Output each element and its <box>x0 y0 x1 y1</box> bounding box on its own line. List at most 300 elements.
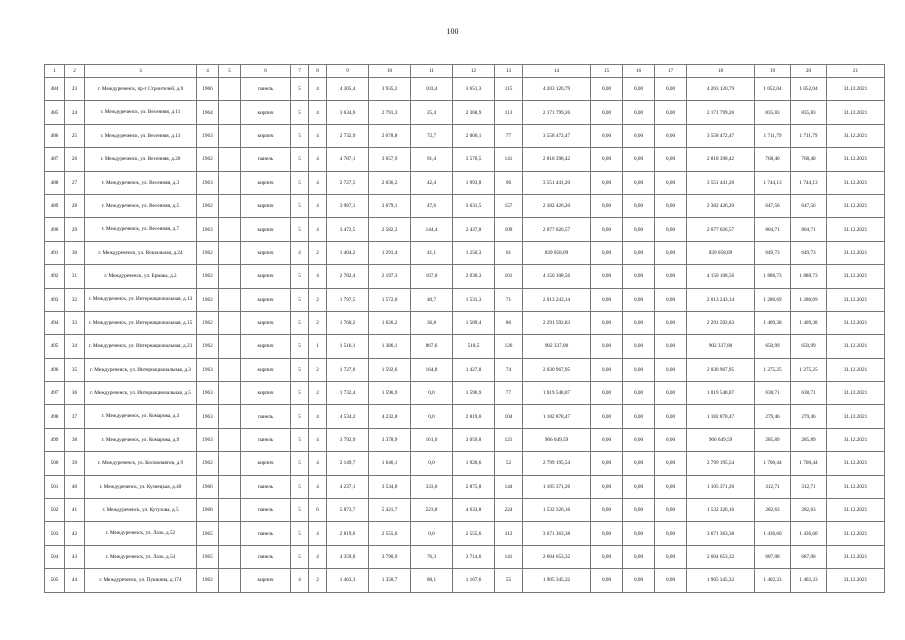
table-cell: 649,73 <box>755 241 791 264</box>
table-cell: 2 799 195,54 <box>687 452 755 475</box>
table-row <box>45 265 885 288</box>
table-cell: 4 <box>291 569 309 592</box>
table-cell: 4 305,4 <box>327 78 369 101</box>
table-cell: 34 <box>65 335 85 358</box>
table-row <box>45 569 885 592</box>
table-cell: 2 819,6 <box>327 522 369 545</box>
table-cell: 1 905 345,32 <box>687 569 755 592</box>
table-cell: 2 013 243,14 <box>523 288 591 311</box>
table-cell: 0,00 <box>655 452 687 475</box>
table-cell: 835,83 <box>755 101 791 124</box>
table-cell <box>219 522 241 545</box>
table-row <box>45 452 885 475</box>
table-cell: 1 700,44 <box>791 452 827 475</box>
table-cell: 1 019 548,07 <box>687 382 755 405</box>
table-row <box>45 194 885 217</box>
table-cell: 1 275,25 <box>755 358 791 381</box>
table-cell: 161,0 <box>411 428 453 451</box>
address-cell: г. Междуреченск, ул. Пушкина, д.174 <box>85 569 197 592</box>
column-number-2: 2 <box>65 65 85 78</box>
table-cell: 31.12.2021 <box>827 358 885 381</box>
table-cell: кирпич <box>241 101 291 124</box>
table-cell: 3 671 363,38 <box>687 522 755 545</box>
table-cell: 1 463,3 <box>327 569 369 592</box>
table-row <box>45 148 885 171</box>
table-cell <box>219 288 241 311</box>
table-cell: 31.12.2021 <box>827 124 885 147</box>
table-cell: 101 <box>495 265 523 288</box>
table-cell: 4 359,0 <box>327 545 369 568</box>
table-cell: 31.12.2021 <box>827 382 885 405</box>
table-cell: 23 <box>65 78 85 101</box>
table-cell: кирпич <box>241 335 291 358</box>
address-cell: г. Междуреченск, ул. Весенняя, д.11 <box>85 101 197 124</box>
column-number-5: 5 <box>219 65 241 78</box>
table-cell: 0,00 <box>623 311 655 334</box>
column-number-12: 12 <box>453 65 495 78</box>
table-cell: 157 <box>495 194 523 217</box>
table-cell: 1 572,0 <box>369 288 411 311</box>
table-row <box>45 358 885 381</box>
address-cell: г. Междуреченск, ул. Весенняя, д.7 <box>85 218 197 241</box>
table-cell: 144,4 <box>411 218 453 241</box>
table-cell: 38 <box>65 428 85 451</box>
table-cell: 1962 <box>197 265 219 288</box>
table-cell: 312,71 <box>791 475 827 498</box>
table-cell: кирпич <box>241 171 291 194</box>
table-cell <box>219 382 241 405</box>
column-number-11: 11 <box>411 65 453 78</box>
table-cell: 0,00 <box>655 171 687 194</box>
table-cell: 3 790,9 <box>369 545 411 568</box>
table-cell: 0,00 <box>591 545 623 568</box>
table-cell: 3 671 363,38 <box>523 522 591 545</box>
table-cell: 503 <box>45 522 65 545</box>
table-cell: 5 <box>291 194 309 217</box>
table-cell: 29 <box>65 218 85 241</box>
table-cell: 27 <box>65 171 85 194</box>
table-cell: 113 <box>495 101 523 124</box>
table-cell: 0,00 <box>623 499 655 522</box>
table-row <box>45 78 885 101</box>
table-cell <box>219 405 241 428</box>
table-cell: 3 576,5 <box>453 148 495 171</box>
table-cell: 4 232,8 <box>369 405 411 428</box>
table-cell: 3 472,5 <box>327 218 369 241</box>
table-cell: 1 516,1 <box>327 335 369 358</box>
table-cell: 0,00 <box>591 452 623 475</box>
table-cell: 3 714,6 <box>453 545 495 568</box>
table-cell: 5 <box>291 311 309 334</box>
table-cell: 41,1 <box>411 241 453 264</box>
table-cell: 0,00 <box>623 101 655 124</box>
table-cell: 647,56 <box>791 194 827 217</box>
table-cell: 687,08 <box>755 545 791 568</box>
table-cell: 1966 <box>197 499 219 522</box>
table-cell: 505 <box>45 569 65 592</box>
table-cell: 1963 <box>197 382 219 405</box>
table-cell <box>219 265 241 288</box>
table-cell: 3 935,2 <box>369 78 411 101</box>
table-cell: 487 <box>45 148 65 171</box>
table-cell: 285,89 <box>791 428 827 451</box>
table-cell: 1 409,38 <box>755 311 791 334</box>
table-cell: 42,4 <box>411 171 453 194</box>
table-cell: 1964 <box>197 101 219 124</box>
table-cell: 285,89 <box>755 428 791 451</box>
table-cell: 2 <box>309 288 327 311</box>
address-cell: г. Междуреченск, ул. Интернациональная, д.13 <box>85 288 197 311</box>
table-cell: 638,71 <box>791 382 827 405</box>
column-number-15: 15 <box>591 65 623 78</box>
table-cell: 4 <box>309 218 327 241</box>
table-cell: 5 <box>291 475 309 498</box>
table-cell: 0,00 <box>655 241 687 264</box>
table-cell: 2 006,1 <box>453 124 495 147</box>
column-number-3: 3 <box>85 65 197 78</box>
table-cell: 31.12.2021 <box>827 148 885 171</box>
table-cell <box>219 148 241 171</box>
table-cell: 0,00 <box>623 358 655 381</box>
table-cell: 2 291 592,83 <box>523 311 591 334</box>
column-number-14: 14 <box>523 65 591 78</box>
table-cell: 1963 <box>197 428 219 451</box>
table-cell: 1 291,4 <box>369 241 411 264</box>
table-cell: 1 797,5 <box>327 288 369 311</box>
table-cell: 1 052,04 <box>755 78 791 101</box>
table-row <box>45 171 885 194</box>
table-cell: 1962 <box>197 335 219 358</box>
table-cell: 2 149,7 <box>327 452 369 475</box>
table-row <box>45 218 885 241</box>
table-cell: 2 437,8 <box>453 218 495 241</box>
table-cell: 1 358,7 <box>369 569 411 592</box>
table-cell: 1 250,3 <box>453 241 495 264</box>
table-cell: 4 <box>309 545 327 568</box>
table-cell: 1 275,25 <box>791 358 827 381</box>
table-cell: 41 <box>65 499 85 522</box>
table-cell: 0,00 <box>655 358 687 381</box>
table-row <box>45 405 885 428</box>
table-cell: 0,00 <box>623 475 655 498</box>
table-cell: 43 <box>65 545 85 568</box>
table-cell: 31.12.2021 <box>827 522 885 545</box>
table-cell: 4 203 120,79 <box>687 78 755 101</box>
table-cell: 5 421,7 <box>369 499 411 522</box>
table-cell: 0,00 <box>591 335 623 358</box>
table-cell: 1965 <box>197 545 219 568</box>
table-cell: панель <box>241 522 291 545</box>
table-cell: кирпич <box>241 218 291 241</box>
table-cell <box>219 358 241 381</box>
table-cell: 5 <box>291 101 309 124</box>
table-cell: 5 <box>291 428 309 451</box>
table-cell: 0,00 <box>623 241 655 264</box>
table-cell: кирпич <box>241 194 291 217</box>
table-cell: 0,0 <box>411 522 453 545</box>
table-cell: 40 <box>65 475 85 498</box>
table-cell: 96 <box>495 171 523 194</box>
table-cell: 2 582,2 <box>369 218 411 241</box>
table-cell: 4 150 108,56 <box>687 265 755 288</box>
table-cell: 839 058,09 <box>523 241 591 264</box>
table-cell: 687,08 <box>791 545 827 568</box>
table-cell: 36 <box>65 382 85 405</box>
table-cell: 52 <box>495 452 523 475</box>
table-cell: 2 078,8 <box>369 124 411 147</box>
table-cell: 3 634,6 <box>327 101 369 124</box>
table-cell: 4 <box>309 194 327 217</box>
table-cell: 0,00 <box>623 569 655 592</box>
column-number-21: 21 <box>827 65 885 78</box>
table-row <box>45 335 885 358</box>
address-cell: г. Междуреченск, ул. Интернациональная, д.15 <box>85 311 197 334</box>
table-cell: 91,4 <box>411 148 453 171</box>
table-cell: 0,00 <box>655 428 687 451</box>
table-cell: 493 <box>45 288 65 311</box>
table-cell: 31.12.2021 <box>827 428 885 451</box>
address-cell: г. Междуреченск, ул. Весенняя, д.5 <box>85 194 197 217</box>
table-cell: 103,4 <box>411 78 453 101</box>
table-cell: 0,00 <box>623 405 655 428</box>
table-cell: 33 <box>65 311 85 334</box>
address-cell: г. Междуреченск, ул. Ермака, д.2 <box>85 265 197 288</box>
table-cell <box>219 311 241 334</box>
table-cell: 2 <box>309 311 327 334</box>
table-cell: 0,00 <box>623 452 655 475</box>
table-cell: 839 058,09 <box>687 241 755 264</box>
table-cell: 4 534,2 <box>327 405 369 428</box>
table-cell <box>219 499 241 522</box>
column-number-row <box>45 65 885 78</box>
table-cell: 115 <box>495 78 523 101</box>
table-row <box>45 428 885 451</box>
column-number-4: 4 <box>197 65 219 78</box>
table-cell <box>219 171 241 194</box>
table-cell: 0,00 <box>623 335 655 358</box>
table-cell: 2 604 653,32 <box>687 545 755 568</box>
table-cell: 141 <box>495 545 523 568</box>
table-cell: 31.12.2021 <box>827 311 885 334</box>
table-cell: 5 <box>291 335 309 358</box>
column-number-17: 17 <box>655 65 687 78</box>
table-row <box>45 545 885 568</box>
table-cell: 31.12.2021 <box>827 265 885 288</box>
table-cell <box>219 545 241 568</box>
table-cell: 2 819,0 <box>453 405 495 428</box>
table-cell: 2 727,5 <box>327 171 369 194</box>
table-cell: 223,8 <box>411 499 453 522</box>
table-cell: 768,40 <box>791 148 827 171</box>
table-cell: 835,83 <box>791 101 827 124</box>
table-cell: 1 182 878,47 <box>523 405 591 428</box>
table-cell: 1 888,73 <box>755 265 791 288</box>
table-cell: 638,71 <box>755 382 791 405</box>
table-cell: 902 337,00 <box>687 335 755 358</box>
table-cell: 5 <box>291 358 309 381</box>
table-cell: 496 <box>45 358 65 381</box>
table-cell: 2 030 967,95 <box>523 358 591 381</box>
table-cell: 5 <box>291 452 309 475</box>
table-cell: 77 <box>495 382 523 405</box>
table-cell: 44 <box>65 569 85 592</box>
table-cell: 489 <box>45 194 65 217</box>
table-cell: панель <box>241 78 291 101</box>
address-cell: г. Междуреченск, ул. Комарова, д.3 <box>85 405 197 428</box>
table-row <box>45 101 885 124</box>
table-cell: 3 558 472,47 <box>523 124 591 147</box>
table-cell: 0,00 <box>655 499 687 522</box>
table-cell: 36,8 <box>411 311 453 334</box>
table-cell: 0,00 <box>623 545 655 568</box>
table-row <box>45 499 885 522</box>
column-number-1: 1 <box>45 65 65 78</box>
table-cell: 1 531,3 <box>453 288 495 311</box>
table-cell: 3 987,1 <box>327 194 369 217</box>
table-cell: 2 171 799,26 <box>523 101 591 124</box>
table-cell: 0,00 <box>591 522 623 545</box>
table-cell: 4 <box>309 475 327 498</box>
table-cell: 1 760,2 <box>327 311 369 334</box>
table-cell <box>219 241 241 264</box>
table-cell: кирпич <box>241 241 291 264</box>
table-cell: панель <box>241 499 291 522</box>
table-cell: 2 368,9 <box>453 101 495 124</box>
table-cell: 1 626,2 <box>369 311 411 334</box>
table-cell: 1965 <box>197 522 219 545</box>
table-cell: 0,00 <box>591 288 623 311</box>
table-cell: 0,00 <box>655 124 687 147</box>
column-number-19: 19 <box>755 65 791 78</box>
table-cell: 1 646,1 <box>369 452 411 475</box>
table-cell: 497 <box>45 382 65 405</box>
table-cell: 4 <box>309 265 327 288</box>
table-cell: 31.12.2021 <box>827 288 885 311</box>
table-cell: 1 905 345,32 <box>523 569 591 592</box>
table-cell: 72,7 <box>411 124 453 147</box>
table-cell: 4 <box>309 522 327 545</box>
table-cell: 1 280,69 <box>791 288 827 311</box>
table-cell: 71 <box>495 288 523 311</box>
table-row <box>45 241 885 264</box>
table-cell: 26 <box>65 148 85 171</box>
table-cell: 490 <box>45 218 65 241</box>
table-cell: 0,00 <box>655 545 687 568</box>
table-cell: 121 <box>495 428 523 451</box>
table-cell: 5 <box>291 545 309 568</box>
table-cell: 0,00 <box>655 569 687 592</box>
table-cell: 0,00 <box>655 265 687 288</box>
table-cell: 3 792,9 <box>327 428 369 451</box>
table-cell: 5 <box>291 382 309 405</box>
table-cell: 1 182 878,47 <box>687 405 755 428</box>
table-cell: 0,00 <box>655 311 687 334</box>
table-cell: 495 <box>45 335 65 358</box>
table-cell: 1 920,6 <box>453 452 495 475</box>
address-cell: г. Междуреченск, пр-т Строителей, д.9 <box>85 78 197 101</box>
table-cell: 4 <box>309 428 327 451</box>
table-cell: 6 <box>309 499 327 522</box>
table-cell: 647,56 <box>755 194 791 217</box>
table-cell: 4 787,1 <box>327 148 369 171</box>
table-cell <box>219 124 241 147</box>
address-cell: г. Междуреченск, ул. Вокзальная, д.24 <box>85 241 197 264</box>
table-cell: 61 <box>495 241 523 264</box>
table-cell: 0,00 <box>591 241 623 264</box>
table-cell: 0,00 <box>623 78 655 101</box>
table-cell: кирпич <box>241 265 291 288</box>
table-cell: кирпич <box>241 288 291 311</box>
table-cell: 4 <box>309 171 327 194</box>
table-cell: 0,00 <box>591 311 623 334</box>
table-cell: 0,00 <box>591 171 623 194</box>
table-cell: 279,46 <box>755 405 791 428</box>
table-cell: 4 150 108,56 <box>523 265 591 288</box>
table-cell <box>219 569 241 592</box>
table-cell: 1962 <box>197 194 219 217</box>
table-cell: 3 558 472,47 <box>687 124 755 147</box>
table-cell: 0,00 <box>655 78 687 101</box>
table-cell: 2 382 426,20 <box>687 194 755 217</box>
table-cell: 144 <box>495 475 523 498</box>
table-cell: 24 <box>65 101 85 124</box>
table-cell: 650,99 <box>755 335 791 358</box>
table-cell: 31.12.2021 <box>827 405 885 428</box>
address-cell: г. Междуреченск, ул. Комарова, д.9 <box>85 428 197 451</box>
address-cell: г. Междуреченск, ул. Весенняя, д.20 <box>85 148 197 171</box>
table-cell: 3 679,1 <box>369 194 411 217</box>
table-cell: 1962 <box>197 452 219 475</box>
table-cell: 4 <box>309 405 327 428</box>
table-cell: 0,00 <box>655 148 687 171</box>
table-cell: 0,00 <box>655 405 687 428</box>
table-cell: 0,00 <box>623 194 655 217</box>
table-cell: 86 <box>495 311 523 334</box>
table-cell: 0,00 <box>623 265 655 288</box>
table-cell: 1 105 371,26 <box>523 475 591 498</box>
table-cell: 30 <box>65 241 85 264</box>
table-cell: 1 532 326,16 <box>523 499 591 522</box>
table-cell: 500 <box>45 452 65 475</box>
table-row <box>45 382 885 405</box>
table-cell: 1 744,13 <box>791 171 827 194</box>
table-cell: 0,00 <box>655 382 687 405</box>
table-row <box>45 522 885 545</box>
table-cell: 25,4 <box>411 101 453 124</box>
table-cell: 1 727,0 <box>327 358 369 381</box>
table-cell: 0,00 <box>591 78 623 101</box>
table-cell: 4 <box>309 452 327 475</box>
table-cell: 88,1 <box>411 569 453 592</box>
table-row <box>45 124 885 147</box>
table-cell: 5 <box>291 288 309 311</box>
table-cell: 494 <box>45 311 65 334</box>
table-cell: 768,40 <box>755 148 791 171</box>
table-cell: 4 <box>309 124 327 147</box>
table-cell: 2 799 195,54 <box>523 452 591 475</box>
table-cell: 1962 <box>197 288 219 311</box>
table-cell: 0,00 <box>591 428 623 451</box>
table-cell: 3 551 441,20 <box>687 171 755 194</box>
table-cell: 74 <box>495 358 523 381</box>
address-cell: г. Междуреченск, ул. Интернациональная, д.3 <box>85 358 197 381</box>
table-cell: 650,99 <box>791 335 827 358</box>
table-cell: 5 873,7 <box>327 499 369 522</box>
table-cell: панель <box>241 148 291 171</box>
table-cell: 0,00 <box>591 358 623 381</box>
table-cell: 109 <box>495 218 523 241</box>
table-cell: 31.12.2021 <box>827 545 885 568</box>
